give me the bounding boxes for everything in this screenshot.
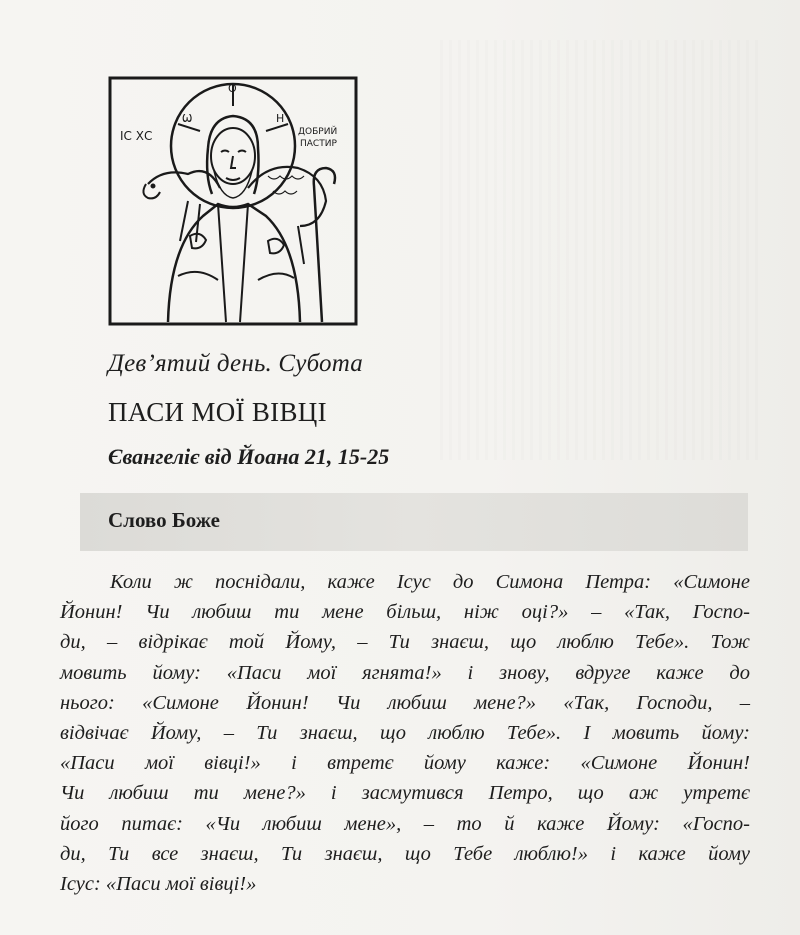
inscription-n: Н [276, 112, 285, 125]
good-shepherd-icon [108, 76, 358, 326]
inscription-ic-xc: ІС ХС [120, 129, 153, 143]
section-heading: Слово Боже [108, 508, 221, 532]
text-line: «Паси мої вівці!» і втретє йому каже: «Симоне Йонин! [60, 752, 750, 775]
inscription-o: О [228, 82, 237, 95]
scripture-text [60, 567, 750, 899]
text-line: нього: «Симоне Йонин! Чи любиш мене?» «Так, Господи, – [60, 691, 750, 714]
text-line: Йонин! Чи любиш ти мене більш, ніж оці?» – «Так, Госпо- [60, 601, 750, 624]
text-line: ди, – відрікає той Йому, – Ти знаєш, що люблю Тебе». Тож [60, 631, 750, 654]
page-title: ПАСИ МОЇ ВІВЦІ [108, 397, 327, 427]
gospel-reference: Євангеліє від Йоана 21, 15-25 [108, 444, 390, 469]
text-line: мовить йому: «Паси мої ягнята!» і знову, вдруге каже до [60, 661, 750, 684]
day-line: Дев’ятий день. Субота [108, 350, 364, 377]
text-line: відвічає Йому, – Ти знаєш, що люблю Тебе». І мовить йому: [60, 722, 750, 745]
text-line: Чи любиш ти мене?» і засмутився Петро, що аж утретє [60, 782, 750, 805]
text-line: Коли ж поснідали, каже Ісус до Симона Петра: «Симоне [110, 571, 750, 593]
text-line: його питає: «Чи любиш мене», – то й каже Йому: «Госпо- [60, 812, 750, 835]
inscription-pastyr: ПАСТИР [300, 139, 337, 149]
inscription-omega: Ѡ [182, 112, 193, 125]
text-line: Ісус: «Паси мої вівці!» [60, 873, 257, 896]
inscription-dobryi: ДОБРИЙ [298, 127, 338, 137]
text-line: ди, Ти все знаєш, Ти знаєш, що Тебе люблю!» і каже йому [60, 842, 750, 865]
bleed-through-texture [440, 40, 760, 460]
